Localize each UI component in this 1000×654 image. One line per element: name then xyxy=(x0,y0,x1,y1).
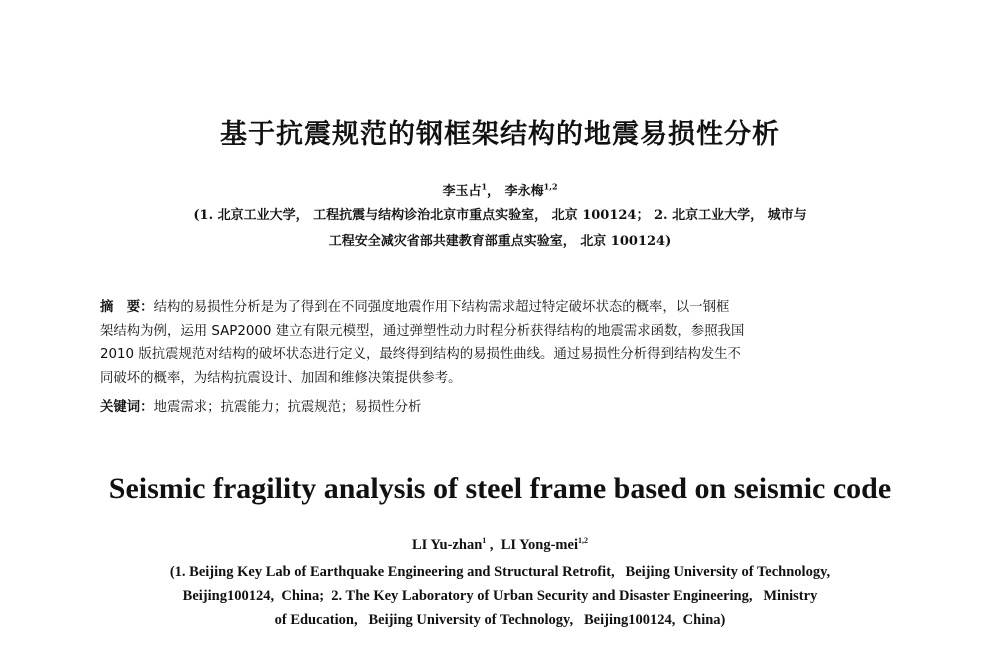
en-author-2: LI Yong-mei xyxy=(500,537,578,553)
abstract xyxy=(100,296,895,390)
english-affiliation xyxy=(100,560,900,632)
abstract-label: 摘 要： xyxy=(100,299,154,315)
cn-author-1-sup: 1 xyxy=(481,181,488,192)
keywords-label: 关键词： xyxy=(100,399,154,415)
cn-author-1: 李玉占 xyxy=(442,184,482,199)
english-title: Seismic fragility analysis of steel frame based on seismic code xyxy=(108,472,892,505)
abstract-line: 架结构为例，运用 SAP2000 建立有限元模型，通过弹塑性动力时程分析获得结构的地震需求函数，参照我国 xyxy=(100,323,745,339)
cn-author-separator: ， xyxy=(487,184,501,199)
abstract-line: 2010 版抗震规范对结构的破坏状态进行定义，最终得到结构的易损性曲线。通过易损性分析得到结构发生不 xyxy=(100,347,741,362)
en-author-separator: , xyxy=(486,537,501,553)
cn-affiliation-line: (1. 北京工业大学， 工程抗震与结构诊治北京市重点实验室， 北京 100124； 2. 北京工业大学， 城市与 xyxy=(193,208,807,223)
keywords-text: 地震需求；抗震能力；抗震规范；易损性分析 xyxy=(153,400,422,415)
en-author-1-sup: 1 xyxy=(482,536,487,546)
cn-affiliation-line: 工程安全减灾省部共建教育部重点实验室， 北京 100124) xyxy=(328,234,672,249)
chinese-authors xyxy=(0,180,1000,199)
abstract-line: 同破坏的概率，为结构抗震设计、加固和维修决策提供参考。 xyxy=(100,370,462,386)
keywords xyxy=(100,396,895,419)
en-affiliation-line: Beijing100124, China; 2. The Key Laboratory of Urban Security and Disaster Engineering, Ministry xyxy=(182,588,818,604)
chinese-affiliation xyxy=(110,203,890,255)
cn-author-2: 李永梅 xyxy=(504,184,544,199)
english-authors xyxy=(0,537,1000,554)
abstract-line: 结构的易损性分析是为了得到在不同强度地震作用下结构需求超过特定破坏状态的概率，以一钢框 xyxy=(153,300,730,315)
en-author-2-sup: 1,2 xyxy=(577,536,588,546)
en-affiliation-line: (1. Beijing Key Lab of Earthquake Engineering and Structural Retrofit, Beijing University of Technology, xyxy=(169,564,831,580)
cn-author-2-sup: 1,2 xyxy=(543,181,558,192)
en-affiliation-line: of Education, Beijing University of Technology, Beijing100124, China) xyxy=(274,612,726,628)
chinese-title: 基于抗震规范的钢框架结构的地震易损性分析 xyxy=(220,119,780,150)
en-author-1: LI Yu-zhan xyxy=(412,537,483,553)
